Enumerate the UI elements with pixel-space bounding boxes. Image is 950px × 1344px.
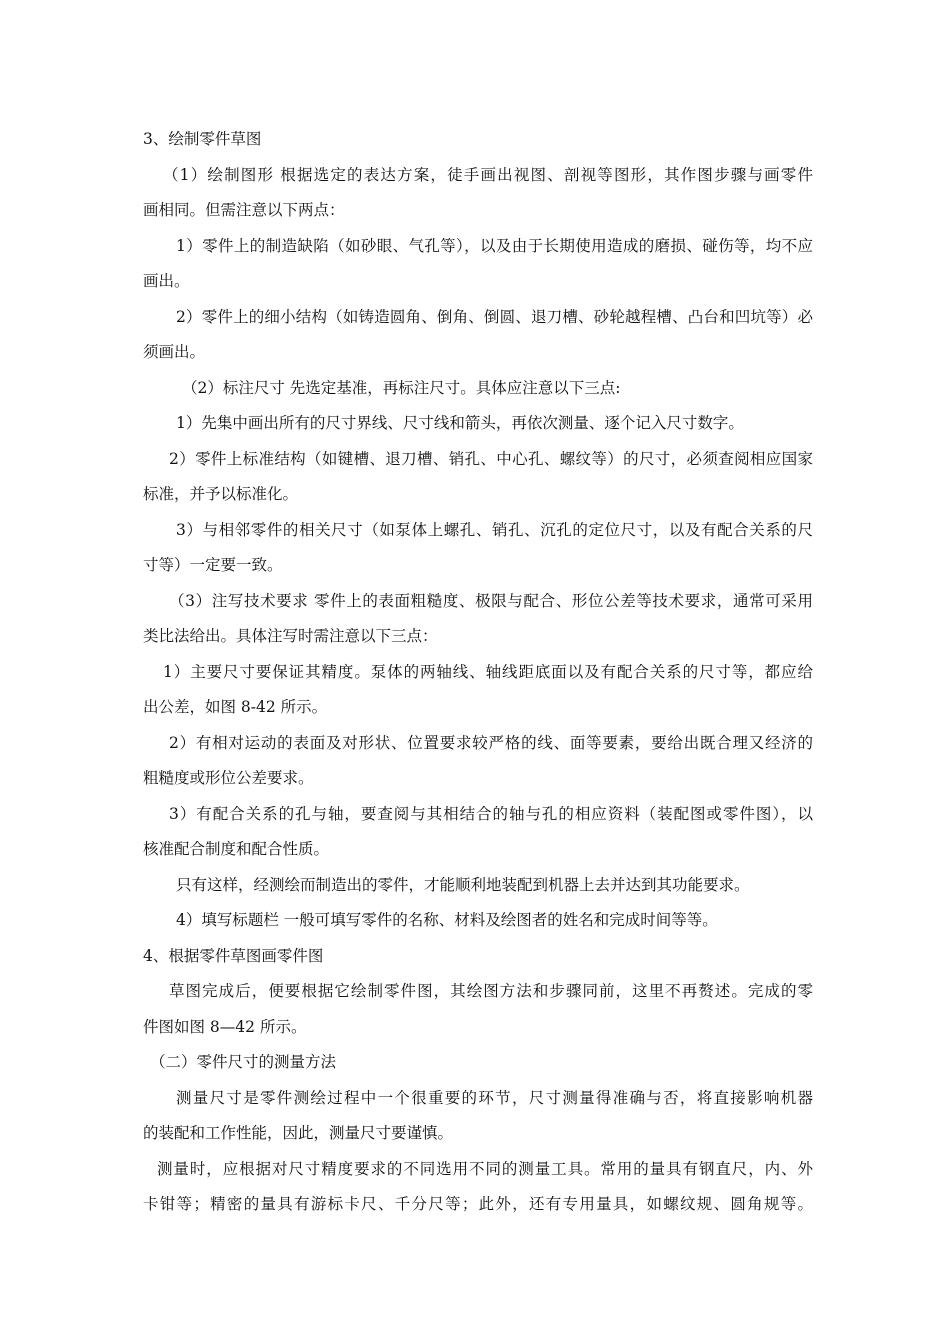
paragraph-line: 出公差，如图 8-42 所示。 [143, 698, 328, 716]
paragraph-line: 画出。 [143, 272, 190, 290]
paragraph-line: 3）有配合关系的孔与轴，要查阅与其相结合的轴与孔的相应资料（装配图或零件图），以 [169, 804, 813, 823]
paragraph-line: 标准，并予以标准化。 [143, 485, 299, 503]
paragraph-line: 须画出。 [143, 343, 206, 361]
paragraph-line: 2）零件上标准结构（如键槽、退刀槽、销孔、中心孔、螺纹等）的尺寸，必须查阅相应国家 [169, 449, 813, 468]
paragraph-line: 卡钳等；精密的量具有游标卡尺、千分尺等；此外，还有专用量具，如螺纹规、圆角规等。 [143, 1195, 813, 1213]
paragraph-line: 测量时，应根据对尺寸精度要求的不同选用不同的测量工具。常用的量具有钢直尺，内、外 [157, 1159, 813, 1178]
paragraph-line: 2）零件上的细小结构（如铸造圆角、倒角、倒圆、退刀槽、砂轮越程槽、凸台和凹坑等）必 [176, 307, 813, 326]
paragraph-line: 1）先集中画出所有的尺寸界线、尺寸线和箭头，再依次测量、逐个记入尺寸数字。 [176, 414, 744, 432]
paragraph-line: 类比法给出。具体注写时需注意以下三点： [143, 627, 438, 645]
paragraph-line: 件图如图 8—42 所示。 [143, 1017, 307, 1036]
heading-4-drawing: 4、根据零件草图画零件图 [143, 946, 324, 965]
heading-3-sketch: 3、绘制零件草图 [143, 130, 262, 148]
paragraph-line: （2）标注尺寸 先选定基准，再标注尺寸。具体应注意以下三点: [182, 378, 621, 397]
heading-measurement-methods: （二）零件尺寸的测量方法 [150, 1053, 337, 1071]
paragraph-line: 只有这样，经测绘而制造出的零件，才能顺利地装配到机器上去并达到其功能要求。 [176, 875, 750, 894]
paragraph-line: （1）绘制图形 根据选定的表达方案，徒手画出视图、剖视等图形，其作图步骤与画零件 [163, 165, 813, 184]
paragraph-line: （3）注写技术要求 零件上的表面粗糙度、极限与配合、形位公差等技术要求，通常可采用 [169, 591, 813, 610]
paragraph-line: 核准配合制度和配合性质。 [143, 840, 330, 858]
paragraph-line: 寸等）一定要一致。 [143, 556, 283, 574]
paragraph-line: 1）主要尺寸要保证其精度。泵体的两轴线、轴线距底面以及有配合关系的尺寸等，都应给 [163, 662, 813, 681]
paragraph-line: 4）填写标题栏 一般可填写零件的名称、材料及绘图者的姓名和完成时间等等。 [176, 911, 718, 929]
paragraph-line: 草图完成后，便要根据它绘制零件图，其绘图方法和步骤同前，这里不再赘述。完成的零 [169, 982, 813, 1000]
paragraph-line: 3）与相邻零件的相关尺寸（如泵体上螺孔、销孔、沉孔的定位尺寸，以及有配合关系的尺 [176, 520, 813, 539]
paragraph-line: 粗糙度或形位公差要求。 [143, 769, 314, 787]
paragraph-line: 2）有相对运动的表面及对形状、位置要求较严格的线、面等要素，要给出既合理又经济的 [169, 733, 813, 752]
paragraph-line: 的装配和工作性能，因此，测量尺寸要谨慎。 [143, 1124, 454, 1142]
document-body [143, 122, 813, 1223]
paragraph-line: 1）零件上的制造缺陷（如砂眼、气孔等），以及由于长期使用造成的磨损、碰伤等，均不应 [176, 236, 813, 255]
paragraph-line: 画相同。但需注意以下两点： [143, 201, 345, 219]
paragraph-line: 测量尺寸是零件测绘过程中一个很重要的环节，尺寸测量得准确与否，将直接影响机器 [176, 1088, 813, 1107]
